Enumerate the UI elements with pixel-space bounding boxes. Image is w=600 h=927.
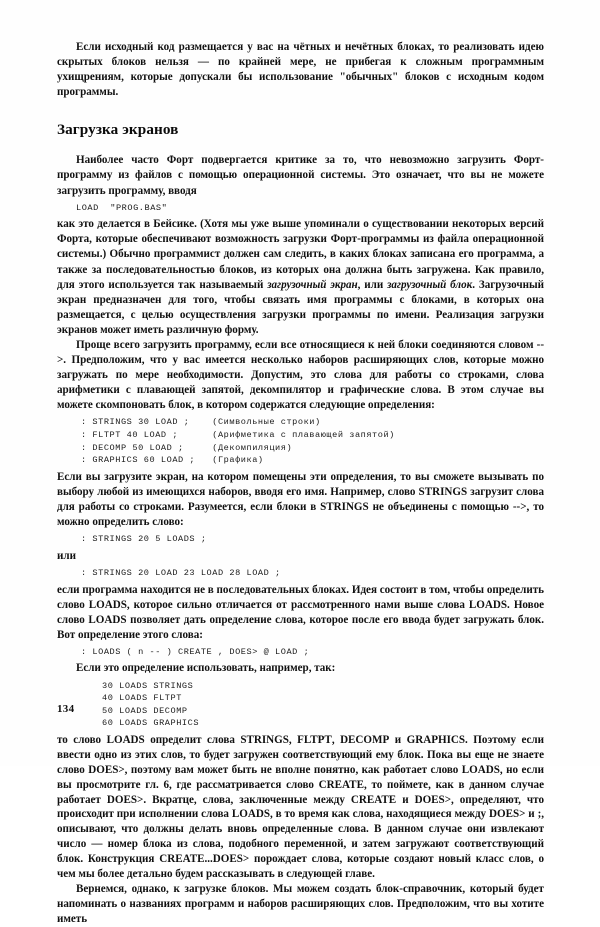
- paragraph-simplest-load: Проще всего загрузить программу, если все относящиеся к ней блоки соединяются словом -->. Предположим, что у вас имеется несколько наборов расширяющих слов, которые можно загружать по мере необходимости. Допустим, это слова для работы со строками, слова арифметики с плавающей запятой, декомпилятор и графические слова. В этом случае вы можете скомпоновать блок, в котором содержатся следующие определения:: [57, 339, 544, 412]
- paragraph-does-explanation: [57, 733, 544, 882]
- keyword-does: DOES>: [106, 793, 144, 806]
- code-line-load-prog: LOAD "PROG.BAS": [76, 202, 168, 213]
- keyword-does: DOES>: [88, 763, 125, 776]
- paragraph-intro: Если исходный код размещается у вас на чётных и нечётных блоках, то реализовать идею скрытых блоков нельзя — по крайней мере, не прибегая к сложным программным ухищрениям, которые допускали бы использование "обычных" блоков с исходным кодом программы.: [57, 41, 544, 99]
- text-run: . Вкратце, слова, заключенные между: [143, 793, 351, 806]
- paragraph-invoke-sets: [57, 470, 544, 530]
- paragraph-usage-example: Если это определение использовать, например, так:: [76, 662, 336, 675]
- page-content: [57, 40, 544, 927]
- keyword-create: CREATE: [318, 778, 364, 791]
- keyword-does: DOES>: [488, 808, 526, 821]
- text-run: определит слова: [144, 733, 241, 746]
- text-run: , то поймете, как в данном случае работает: [57, 778, 544, 806]
- code-line-usage-graphics: 60 LOADS GRAPHICS: [102, 718, 200, 729]
- connector-or: или: [57, 549, 76, 562]
- page-title: Загрузка экранов: [57, 121, 179, 139]
- text-run: . Загрузочный экран предназначен для того, чтобы связать имя программы с блоками, в которых она размещается, с целью осуществления загрузки программы по имени. Реализация загрузки экранов может иметь различную форму.: [57, 278, 544, 336]
- keyword-strings: STRINGS: [418, 485, 468, 498]
- keyword-create: CREATE: [350, 793, 397, 806]
- code-line-usage-fltpt: 40 LOADS FLTPT: [102, 693, 182, 704]
- code-line-def-strings: : STRINGS 30 LOAD ; (Символьные строки): [81, 417, 321, 428]
- text-run: Если вы загрузите экран, на котором помещены эти определения, то вы сможете вызывать по выбору любой из имеющихся наборов, вводя его имя. Например, слово: [57, 470, 544, 498]
- keyword-loads: LOADS: [461, 763, 500, 776]
- page-number: 134: [57, 703, 75, 715]
- keyword-loads: LOADS: [106, 733, 145, 746]
- keyword-graphics: GRAPHICS: [406, 733, 466, 746]
- code-line-strings-load-sequence: : STRINGS 20 LOAD 23 LOAD 28 LOAD ;: [81, 567, 281, 578]
- text-run: не объединены с помощью -->, то можно определить слово:: [57, 501, 545, 529]
- code-line-def-fltpt: : FLTPT 40 LOAD ; (Арифметика с плавающей запятой): [81, 430, 395, 441]
- paragraph-forth-critique: Наиболее часто Форт подвергается критике за то, что невозможно загрузить Форт-программу из файлов с помощью операционной системы. Это означает, что вы не можете загрузить программу, вводя: [57, 154, 544, 197]
- text-run: загрузит слова для работы со строками. Разумеется, если блоки в: [57, 485, 544, 514]
- text-run: порождает слова, которые создают новый класс слов, о чем мы более детально будем рассказывать в следующей главе.: [57, 853, 544, 881]
- text-run: . Поэтому если ввести одно из этих слов, то будет загружен соответствующий ему блок. Пока вы еще не знаете слово: [57, 733, 544, 776]
- text-run: , поэтому вам может быть не вполне понятно, как работает слово: [124, 763, 462, 776]
- paragraph-boot-screen: [57, 217, 544, 338]
- paragraph-new-loads-word: если программа находится не в последовательных блоках. Идея состоит в том, чтобы определить слово LOADS, которое сильно отличается от рассмотренного нами выше слова LOADS. Новое слово LOADS позволяет дать определение слова, которое после его ввода будет загружать блок. Вот определение этого слова:: [57, 583, 544, 641]
- spacer-above-heading: [57, 100, 544, 121]
- code-line-def-decomp: : DECOMP 50 LOAD ; (Декомпиляция): [81, 442, 293, 453]
- code-line-usage-strings: 30 LOADS STRINGS: [102, 680, 194, 691]
- emphasis-boot-screen: загрузочный экран: [267, 278, 358, 291]
- keyword-strings: STRINGS: [320, 501, 369, 514]
- keyword-does: DOES>: [414, 793, 452, 806]
- text-run: как это делается в Бейсике. (Хотя мы уже выше упоминали о существовании некоторых версий Форта, которые обеспечивают возможность загрузки Форт-программы из файла операционной системы.) Обычно программист должен сам следить, в каких блоках записана его программа, а также за последовательностью блоков, из которых она должна быть загружена. Как правило, для этого используется так называемый: [57, 218, 544, 291]
- keyword-decomp: DECOMP: [340, 733, 390, 746]
- text-run: , в то время как слова, находящиеся между: [269, 808, 489, 821]
- keyword-strings: STRINGS: [240, 733, 289, 746]
- text-run: , или: [357, 278, 388, 291]
- code-line-loads-definition: : LOADS ( n -- ) CREATE , DOES> @ LOAD ;: [81, 646, 310, 657]
- text-run: , но если вы просмотрите гл. 6, где рассматривается слово: [57, 763, 544, 791]
- code-line-usage-decomp: 50 LOADS DECOMP: [102, 705, 188, 716]
- keyword-fltpt: FLTPT: [297, 733, 332, 746]
- text-run: , определяют, что происходит при исполнении слова: [57, 793, 544, 821]
- text-run: и: [389, 733, 407, 746]
- text-run: и ;, описывают, что должны делать вновь определенные слова. В данном случае они извлекают число — номер блока из слова, подобного переменной, и затем загружают соответствующий блок. Конструкция: [57, 808, 545, 866]
- text-run: ,: [331, 733, 341, 746]
- code-line-strings-loads: : STRINGS 20 5 LOADS ;: [81, 534, 207, 545]
- paragraph-block-directory: Вернемся, однако, к загрузке блоков. Мы можем создать блок-справочник, который будет напоминать о названиях программ и наборов расширяющих слов. Предположим, что вы хотите иметь: [57, 883, 544, 926]
- keyword-create-does: CREATE...DOES>: [159, 853, 250, 866]
- text-run: и: [396, 793, 415, 806]
- text-run: то слово: [57, 733, 107, 746]
- spacer-below-heading: [57, 139, 544, 153]
- keyword-loads: LOADS: [231, 808, 270, 821]
- emphasis-boot-block: загрузочный блок: [387, 278, 473, 291]
- code-line-def-graphics: : GRAPHICS 60 LOAD ; (Графика): [81, 455, 264, 466]
- text-run: ,: [288, 733, 298, 746]
